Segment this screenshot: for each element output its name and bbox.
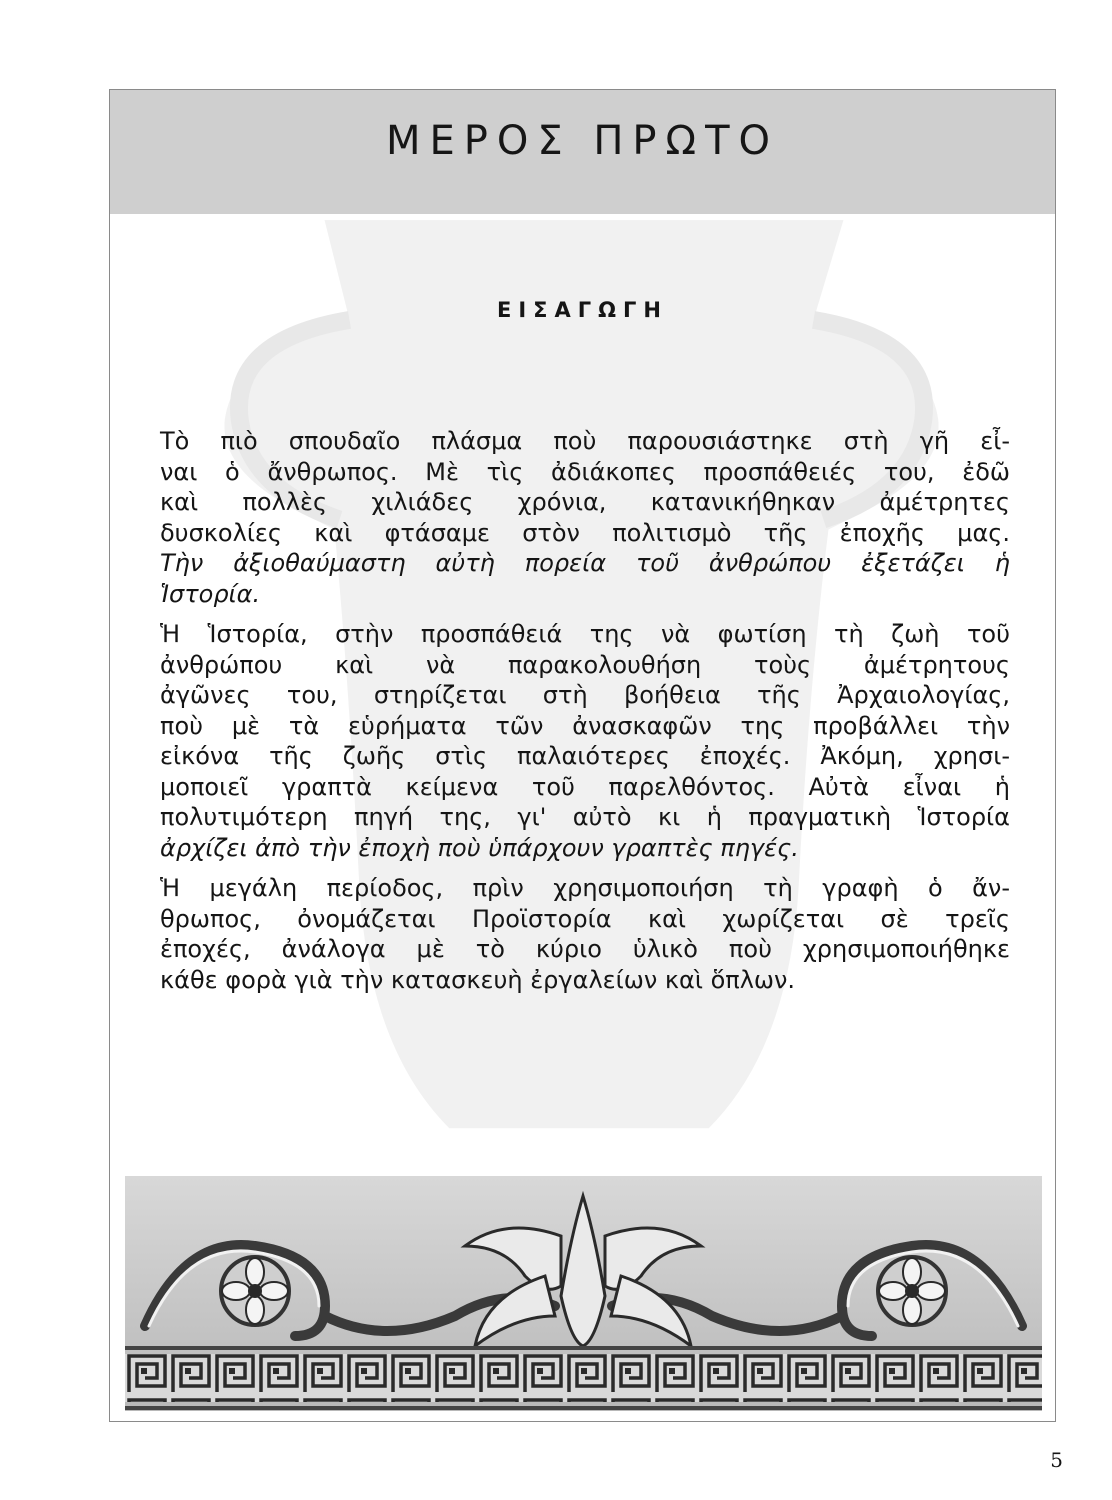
- text-line: ποὺ μὲ τὰ εὑρήματα τῶν ἀνασκαφῶν της προβάλλει τὴν: [160, 711, 1010, 740]
- header-banner: [110, 90, 1055, 214]
- section-title: ΕΙΣΑΓΩΓΗ: [497, 298, 668, 322]
- text-line: Ἡ μεγάλη περίοδος, πρὶν χρησιμοποιήση τὴ γραφὴ ὁ ἄν-: [160, 874, 1010, 902]
- text-line: κάθε φορὰ γιὰ τὴν κατασκευὴ ἐργαλείων καὶ ὅπλων.: [160, 965, 796, 994]
- text-line: πολυτιμότερη πηγή της, γι' αὐτὸ κι ἡ πραγματικὴ Ἱστορία: [160, 803, 1010, 831]
- text-line: εἰκόνα τῆς ζωῆς στὶς παλαιότερες ἐποχές. Ἀκόμη, χρησι-: [160, 742, 1010, 770]
- text-line: ναι ὁ ἄνθρωπος. Μὲ τὶς ἀδιάκοπες προσπάθειές του, ἐδῶ: [160, 457, 1010, 486]
- text-line: Ἡ Ἱστορία, στὴν προσπάθειά της νὰ φωτίση τὴ ζωὴ τοῦ: [160, 620, 1010, 648]
- text-line: δυσκολίες καὶ φτάσαμε στὸν πολιτισμὸ τῆς ἐποχῆς μας.: [160, 518, 1010, 547]
- text-line: ἐποχές, ἀνάλογα μὲ τὸ κύριο ὑλικὸ ποὺ χρησιμοποιήθηκε: [160, 935, 1010, 963]
- text-line: Ἱστορία.: [160, 579, 261, 608]
- page-number: 5: [1050, 1448, 1063, 1472]
- text-line: μοποιεῖ γραπτὰ κείμενα τοῦ παρελθόντος. Αὐτὰ εἶναι ἡ: [160, 772, 1010, 801]
- page-frame: [109, 89, 1056, 1422]
- text-line: Τὸ πιὸ σπουδαῖο πλάσμα ποὺ παρουσιάστηκε στὴ γῆ εἶ-: [160, 427, 1010, 455]
- text-line: καὶ πολλὲς χιλιάδες χρόνια, κατανικήθηκαν ἀμέτρητες: [160, 488, 1010, 516]
- text-line: ἀγῶνες του, στηρίζεται στὴ βοήθεια τῆς Ἀρχαιολογίας,: [160, 681, 1010, 709]
- body-text: [160, 426, 1010, 995]
- text-line: ἀνθρώπου καὶ νὰ παρακολουθήση τοὺς ἀμέτρητους: [160, 650, 1010, 679]
- text-line: θρωπος, ὀνομάζεται Προϊστορία καὶ χωρίζεται σὲ τρεῖς: [160, 904, 1010, 933]
- ornamental-frieze-image: [125, 1176, 1042, 1411]
- text-line: ἀρχίζει ἀπὸ τὴν ἐποχὴ ποὺ ὑπάρχουν γραπτὲς πηγές.: [160, 833, 799, 862]
- text-line: Τὴν ἀξιοθαύμαστη αὐτὴ πορεία τοῦ ἀνθρώπου ἐξετάζει ἡ: [160, 549, 1010, 577]
- part-title: ΜΕΡΟΣ ΠΡΩΤΟ: [385, 118, 780, 164]
